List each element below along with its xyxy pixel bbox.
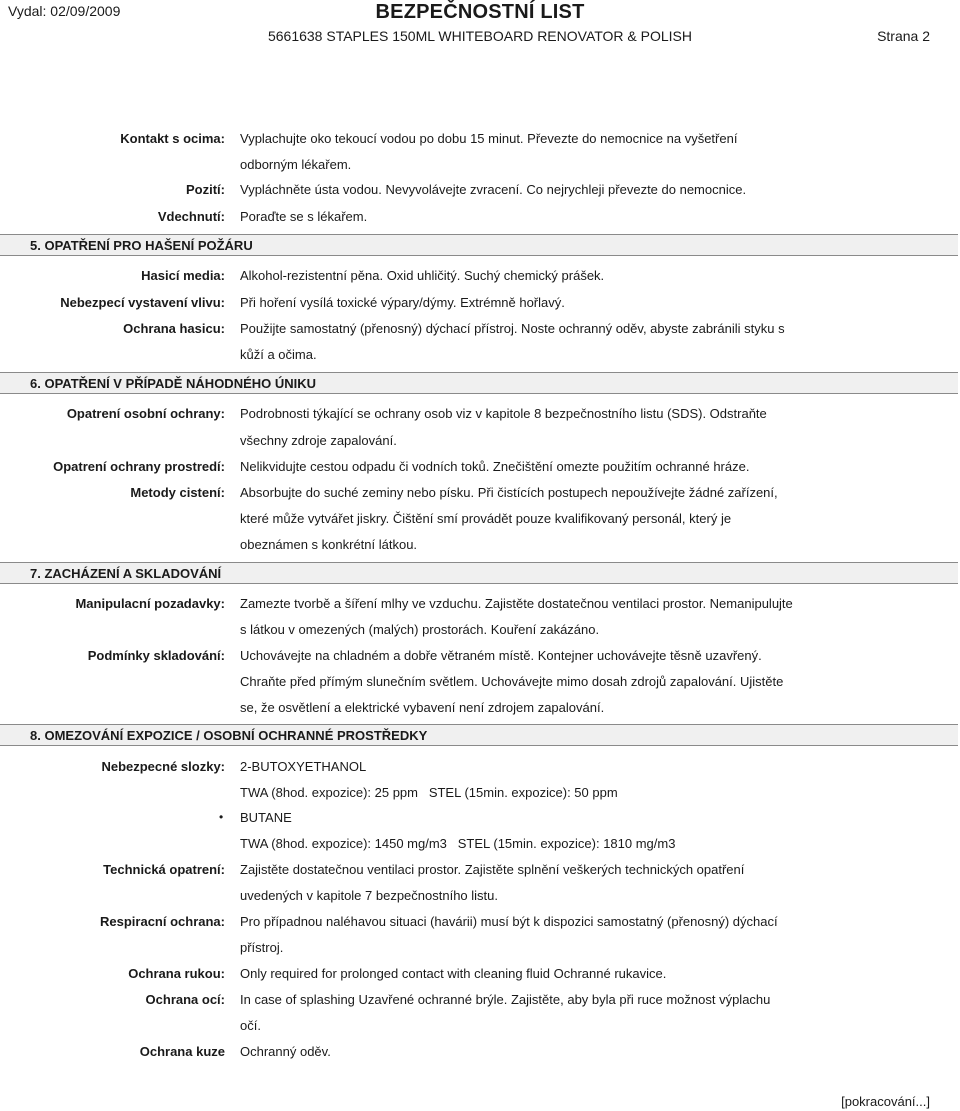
cleanup-methods-label: Metody cistení: <box>130 485 225 500</box>
environmental-precautions-text: Nelikvidujte cestou odpadu či vodních toků. Znečištění omezte použitím ochranné hráze. <box>240 459 750 474</box>
engineering-measures-label: Technická opatrení: <box>103 862 225 877</box>
eye-protection-text-1: In case of splashing Uzavřené ochranné brýle. Zajistěte, aby byla při ruce možnost výplachu <box>240 992 771 1007</box>
eye-contact-text-1: Vyplachujte oko tekoucí vodou po dobu 15 minut. Převezte do nemocnice na vyšetření <box>240 131 738 146</box>
section-8-title: 8. OMEZOVÁNÍ EXPOZICE / OSOBNÍ OCHRANNÉ PROSTŘEDKY <box>30 728 428 743</box>
respiratory-protection-label: Respiracní ochrana: <box>100 914 225 929</box>
eye-contact-label: Kontakt s ocima: <box>120 131 225 146</box>
page-number: Strana 2 <box>877 28 930 44</box>
ingredient-2-name: BUTANE <box>240 810 292 825</box>
firefighter-protection-text-2: kůží a očima. <box>240 347 317 362</box>
personal-precautions-label: Opatrení osobní ochrany: <box>66 406 225 421</box>
engineering-measures-text-2: uvedených v kapitole 7 bezpečnostního listu. <box>240 888 499 903</box>
section-6-title: 6. OPATŘENÍ V PŘÍPADĚ NÁHODNÉHO ÚNIKU <box>30 376 317 391</box>
extinguishing-media-label: Hasicí media: <box>141 268 225 283</box>
extinguishing-media-text: Alkohol-rezistentní pěna. Oxid uhličitý. Suchý chemický prášek. <box>240 268 605 283</box>
skin-protection-text: Ochranný oděv. <box>240 1044 331 1059</box>
storage-conditions-text-3: se, že osvětlení a elektrické vybavení není zdrojem zapalování. <box>240 700 605 715</box>
exposure-hazard-text: Při hoření vysílá toxické výpary/dýmy. Extrémně hořlavý. <box>240 295 565 310</box>
cleanup-methods-text-2: které může vytvářet jiskry. Čištění smí provádět pouze kvalifikovaný personál, který je <box>240 511 732 526</box>
environmental-precautions-label: Opatrení ochrany prostredí: <box>53 459 225 474</box>
bullet-icon: • <box>219 810 224 824</box>
hand-protection-label: Ochrana rukou: <box>128 966 225 981</box>
product-name: 5661638 STAPLES 150ML WHITEBOARD RENOVATOR & POLISH <box>267 28 693 44</box>
handling-text-2: s látkou v omezených (malých) prostorách. Kouření zakázáno. <box>240 622 600 637</box>
ingestion-label: Pozití: <box>186 182 225 197</box>
eye-protection-label: Ochrana ocí: <box>145 992 225 1007</box>
inhalation-text: Poraďte se s lékařem. <box>240 209 368 224</box>
section-5-title: 5. OPATŘENÍ PRO HAŠENÍ POŽÁRU <box>30 238 253 253</box>
eye-protection-text-2: očí. <box>240 1018 261 1033</box>
ingredient-1-name: 2-BUTOXYETHANOL <box>240 759 367 774</box>
handling-label: Manipulacní pozadavky: <box>75 596 225 611</box>
storage-conditions-text-2: Chraňte před přímým slunečním světlem. Uchovávejte mimo dosah zdrojů zapalování. Ujistěte <box>240 674 784 689</box>
ingestion-text: Vypláchněte ústa vodou. Nevyvolávejte zvracení. Co nejrychleji převezte do nemocnice. <box>240 182 747 197</box>
firefighter-protection-label: Ochrana hasicu: <box>123 321 225 336</box>
respiratory-protection-text-2: přístroj. <box>240 940 284 955</box>
hand-protection-text: Only required for prolonged contact with cleaning fluid Ochranné rukavice. <box>240 966 667 981</box>
section-8-header <box>0 724 958 746</box>
hazardous-ingredients-label: Nebezpecné slozky: <box>101 759 225 774</box>
respiratory-protection-text-1: Pro případnou naléhavou situaci (havárii) musí být k dispozici samostatný (přenosný) dýchací <box>240 914 778 929</box>
inhalation-label: Vdechnutí: <box>157 209 225 224</box>
eye-contact-text-2: odborným lékařem. <box>240 157 352 172</box>
cleanup-methods-text-1: Absorbujte do suché zeminy nebo písku. Při čistících postupech nepoužívejte žádné zařízení, <box>240 485 778 500</box>
ingredient-1-limits: TWA (8hod. expozice): 25 ppm STEL (15min. expozice): 50 ppm <box>240 785 618 800</box>
section-7-header <box>0 562 958 584</box>
storage-conditions-text-1: Uchovávejte na chladném a dobře větraném místě. Kontejner uchovávejte těsně uzavřený. <box>240 648 762 663</box>
personal-precautions-text-2: všechny zdroje zapalování. <box>240 433 397 448</box>
section-6-header <box>0 372 958 394</box>
handling-text-1: Zamezte tvorbě a šíření mlhy ve vzduchu. Zajistěte dostatečnou ventilaci prostor. Nemanipulujte <box>240 596 793 611</box>
personal-precautions-text-1: Podrobnosti týkající se ochrany osob viz v kapitole 8 bezpečnostního listu (SDS). Odstraňte <box>240 406 767 421</box>
document-title: BEZPEČNOSTNÍ LIST <box>375 1 585 23</box>
firefighter-protection-text-1: Použijte samostatný (přenosný) dýchací přístroj. Noste ochranný oděv, abyste zabránili styku s <box>240 321 785 336</box>
section-5-header <box>0 234 958 256</box>
cleanup-methods-text-3: obeznámen s konkrétní látkou. <box>240 537 418 552</box>
engineering-measures-text-1: Zajistěte dostatečnou ventilaci prostor. Zajistěte splnění veškerých technických opatření <box>240 862 745 877</box>
storage-conditions-label: Podmínky skladování: <box>87 648 225 663</box>
exposure-hazard-label: Nebezpecí vystavení vlivu: <box>60 295 225 310</box>
continued-marker: [pokracování...] <box>841 1094 930 1109</box>
issued-date: Vydal: 02/09/2009 <box>8 3 121 19</box>
ingredient-2-limits: TWA (8hod. expozice): 1450 mg/m3 STEL (15min. expozice): 1810 mg/m3 <box>240 836 676 851</box>
skin-protection-label: Ochrana kuze <box>139 1044 225 1059</box>
section-7-title: 7. ZACHÁZENÍ A SKLADOVÁNÍ <box>30 566 222 581</box>
